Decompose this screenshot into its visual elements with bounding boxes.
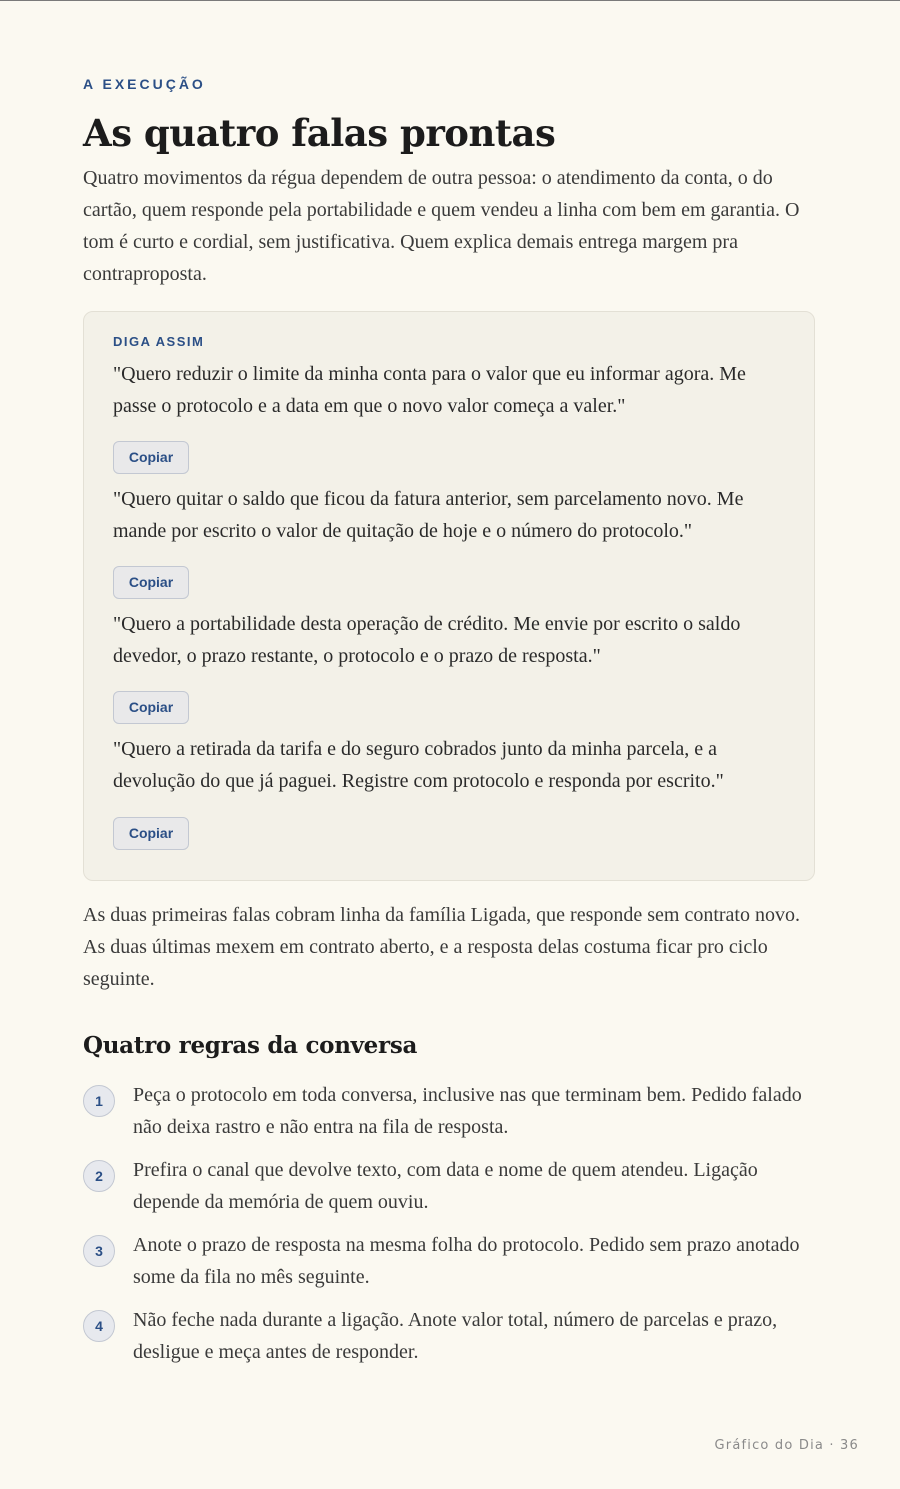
rule-number-badge: 3 <box>83 1235 115 1267</box>
rules-title: Quatro regras da conversa <box>83 1032 418 1059</box>
phrase-2: "Quero quitar o saldo que ficou da fatura anterior, sem parcelamento novo. Me mande por escrito o valor de quitação de hoje e o número do protocolo." <box>113 488 744 542</box>
rule-number-badge: 4 <box>83 1310 115 1342</box>
after-paragraph: As duas primeiras falas cobram linha da família Ligada, que responde sem contrato novo. As duas últimas mexem em contrato aberto, e a resposta delas costuma ficar pro ciclo seguinte. <box>83 904 800 990</box>
card-label: DIGA ASSIM <box>113 334 205 349</box>
rule-number-badge: 2 <box>83 1160 115 1192</box>
rule-number-badge: 1 <box>83 1085 115 1117</box>
section-kicker: A EXECUÇÃO <box>83 76 206 92</box>
phrase-4: "Quero a retirada da tarifa e do seguro cobrados junto da minha parcela, e a devolução do que já paguei. Registre com protocolo e responda por escrito." <box>113 738 724 792</box>
copy-button-4[interactable]: Copiar <box>113 817 189 850</box>
page-footer: Gráfico do Dia · 36 <box>714 1438 859 1453</box>
rule-text: Prefira o canal que devolve texto, com data e nome de quem atendeu. Ligação depende da memória de quem ouviu. <box>133 1159 758 1213</box>
rule-text: Anote o prazo de resposta na mesma folha do protocolo. Pedido sem prazo anotado some da fila no mês seguinte. <box>133 1234 800 1288</box>
copy-button-1[interactable]: Copiar <box>113 441 189 474</box>
rule-text: Peça o protocolo em toda conversa, inclusive nas que terminam bem. Pedido falado não deixa rastro e não entra na fila de resposta. <box>133 1084 802 1138</box>
phrase-3: "Quero a portabilidade desta operação de crédito. Me envie por escrito o saldo devedor, o prazo restante, o protocolo e o prazo de resposta." <box>113 613 741 667</box>
rule-text: Não feche nada durante a ligação. Anote valor total, número de parcelas e prazo, desligue e meça antes de responder. <box>133 1309 778 1363</box>
copy-button-3[interactable]: Copiar <box>113 691 189 724</box>
phrase-1: "Quero reduzir o limite da minha conta para o valor que eu informar agora. Me passe o protocolo e a data em que o novo valor começa a valer." <box>113 363 746 417</box>
phrases-card <box>83 311 815 881</box>
intro-paragraph: Quatro movimentos da régua dependem de outra pessoa: o atendimento da conta, o do cartão, quem responde pela portabilidade e quem vendeu a linha com bem em garantia. O tom é curto e cordial, sem justificativa. Quem explica demais entrega margem pra contraproposta. <box>83 167 800 285</box>
copy-button-2[interactable]: Copiar <box>113 566 189 599</box>
page-title: As quatro falas prontas <box>83 111 556 155</box>
